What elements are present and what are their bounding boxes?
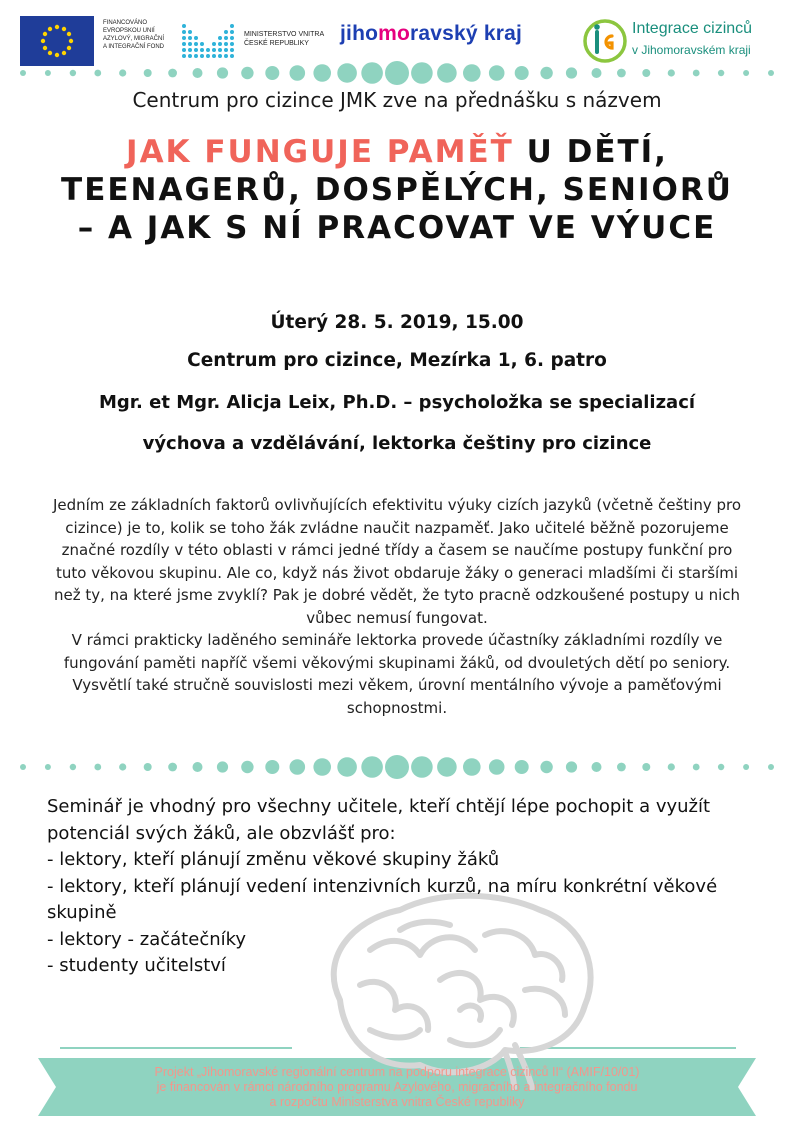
event-place: Centrum pro cizince, Mezírka 1, 6. patro [187, 350, 607, 371]
divider-dot [193, 762, 203, 772]
audience-item: - lektory - začátečníky [47, 928, 247, 950]
divider-dot [313, 64, 331, 82]
divider-dot [385, 755, 409, 779]
divider-dot [617, 763, 626, 772]
ministry-label [244, 30, 334, 48]
divider-dot [540, 67, 552, 79]
divider-dot [642, 69, 650, 77]
divider-dot [540, 761, 552, 773]
divider-dot [693, 70, 700, 77]
funding-notice-line: je financován v rámci národního programu Azylového, migračního a integračního fondu [156, 1080, 638, 1094]
lecture-description [50, 494, 744, 719]
invitation-intro: Centrum pro cizince JMK zve na přednášku s názvem [132, 88, 662, 112]
divider-dot [361, 62, 383, 84]
description-paragraph-2: V rámci prakticky laděného semináře lektorka provede účastníky základními rozdíly ve fungování paměti napříč všemi věkovými skupinami žáků, od dvouletých dětí po seniory. Vysvětlí také stručně souvislosti mezi věkem, úrovní mentálního vývoje a paměťovými schopnostmi. [63, 631, 731, 717]
eu-text-line: EVROPSKOU UNIÍ [103, 28, 155, 34]
audience-item: - lektory, kteří plánují vedení intenzivních kurzů, na míru konkrétní věkové skupině [47, 875, 718, 923]
divider-dot [768, 764, 774, 770]
divider-dot [20, 764, 26, 770]
eu-text-line: AZYLOVÝ, MIGRAČNÍ [103, 36, 165, 42]
audience-item: - studenty učitelství [47, 955, 226, 976]
divider-dot [566, 761, 577, 772]
dots-decoration [18, 58, 776, 88]
integration-logo-title: Integrace cizinců [632, 20, 753, 37]
divider-dot [45, 764, 51, 770]
jmk-logo-prefix: jiho [340, 22, 379, 45]
divider-dot [265, 66, 279, 80]
divider-dot [144, 763, 152, 771]
divider-dot [70, 70, 76, 76]
dots-decoration [18, 752, 776, 782]
divider-dot [743, 70, 749, 76]
divider-dot [337, 757, 357, 777]
divider-dot [45, 70, 51, 76]
jmk-logo-suffix: ravský kraj [410, 22, 522, 45]
divider-dot [437, 757, 457, 777]
footer-rule-left [60, 1047, 292, 1049]
eu-funding-label [103, 19, 173, 51]
lecture-title [60, 133, 734, 247]
divider-dot [592, 762, 602, 772]
divider-dot [168, 69, 177, 78]
funding-notice-line: Projekt „Jihomoravské regionální centrum na podporu integrace cizinců II“ (AMIF/10/01) [154, 1065, 640, 1079]
lecture-title-rest: U DĚTÍ, TEENAGERŮ, DOSPĚLÝCH, SENIORŮ – A JAK S NÍ PRACOVAT VE VÝUCE [61, 134, 733, 246]
jmk-logo-highlight: mo [378, 22, 411, 45]
divider-dot [768, 70, 774, 76]
divider-dot [241, 761, 253, 773]
divider-dot [411, 756, 433, 778]
divider-dot [743, 764, 749, 770]
divider-dot [489, 759, 505, 775]
divider-dot [119, 69, 126, 76]
divider-dot [290, 759, 306, 775]
divider-dot [193, 68, 203, 78]
divider-dot [463, 64, 481, 82]
speaker-line-2: výchova a vzdělávání, lektorka češtiny pro cizince [142, 433, 652, 454]
divider-dot [463, 758, 481, 776]
ministry-logo-icon [180, 20, 236, 60]
divider-dot [337, 63, 357, 83]
divider-dot [693, 764, 700, 771]
jmk-region-logo [340, 22, 522, 46]
divider-dot [411, 62, 433, 84]
divider-dot [489, 65, 505, 81]
divider-dot [617, 69, 626, 78]
divider-dot [566, 67, 577, 78]
divider-dot [265, 760, 279, 774]
middle-dotted-divider [18, 752, 776, 782]
divider-dot [642, 763, 650, 771]
divider-dot [515, 66, 529, 80]
divider-dot [718, 70, 724, 76]
event-date: Úterý 28. 5. 2019, 15.00 [270, 312, 524, 333]
integration-logo-subtitle: v Jihomoravském kraji [632, 43, 751, 57]
target-audience [47, 794, 747, 980]
funding-notice-line: a rozpočtu Ministerstva vnitra České republiky [269, 1095, 525, 1109]
description-paragraph-1: Jedním ze základních faktorů ovlivňujících efektivitu výuky cizích jazyků (včetně češtiny pro cizince) je to, kolik se toho žák zvládne naučit nazpaměť. Jako učitelé běžně pozorujeme značné rozdíly v této oblasti v rámci jedné třídy a časem se naučíme postupy funkční pro tuto věkovou skupinu. Ale co, když nás život obdaruje žáky o generaci mladšími či staršími než ty, na které jsme zvyklí? Pak je dobré vědět, že tyto pracně odzkoušené postupy u nich vůbec nemusí fungovat. [52, 496, 742, 627]
funding-notice [70, 1065, 724, 1110]
divider-dot [217, 67, 228, 78]
divider-dot [168, 763, 177, 772]
divider-dot [592, 68, 602, 78]
audience-intro: Seminář je vhodný pro všechny učitele, kteří chtějí lépe pochopit a využít potenciál svých žáků, ale obzvlášť pro: [47, 796, 711, 844]
ministry-text-line: ČESKÉ REPUBLIKY [244, 40, 309, 47]
divider-dot [94, 70, 101, 77]
divider-dot [437, 63, 457, 83]
lecture-title-accent: JAK FUNGUJE PAMĚŤ [126, 134, 514, 170]
divider-dot [144, 69, 152, 77]
divider-dot [385, 61, 409, 85]
divider-dot [668, 763, 675, 770]
divider-dot [119, 763, 126, 770]
top-dotted-divider [18, 58, 776, 88]
divider-dot [241, 67, 253, 79]
divider-dot [718, 764, 724, 770]
divider-dot [515, 760, 529, 774]
divider-dot [217, 761, 228, 772]
divider-dot [313, 758, 331, 776]
divider-dot [290, 65, 306, 81]
eu-text-line: A INTEGRAČNÍ FOND [103, 44, 165, 50]
speaker-line-1: Mgr. et Mgr. Alicja Leix, Ph.D. – psycholožka se specializací [98, 392, 696, 413]
audience-item: - lektory, kteří plánují změnu věkové skupiny žáků [47, 849, 500, 870]
divider-dot [94, 764, 101, 771]
divider-dot [20, 70, 26, 76]
divider-dot [668, 69, 675, 76]
eu-text-line: FINANCOVÁNO [103, 20, 148, 26]
ministry-text-line: MINISTERSTVO VNITRA [244, 31, 325, 38]
divider-dot [70, 764, 76, 770]
divider-dot [361, 756, 383, 778]
